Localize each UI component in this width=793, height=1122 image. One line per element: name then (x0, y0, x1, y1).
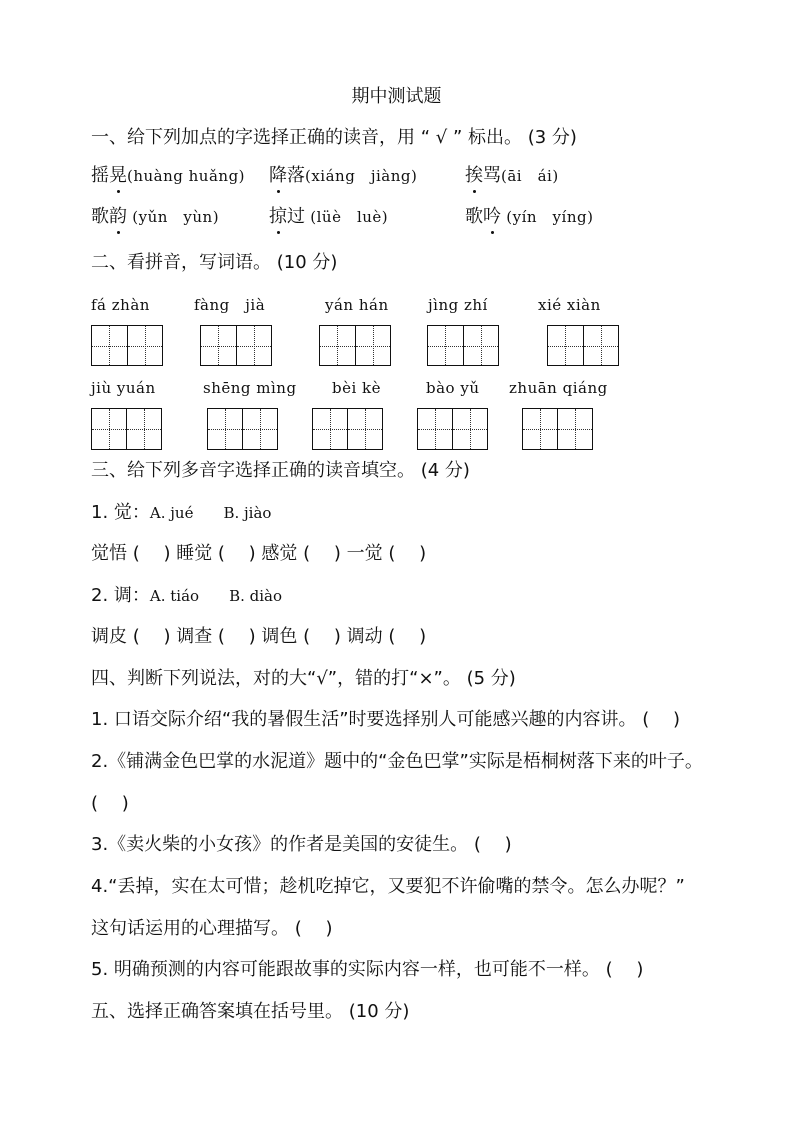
writing-grid[interactable] (200, 325, 272, 366)
pinyin-options: (huàng huǎng) (127, 167, 246, 185)
pinyin-options: (āi ái) (501, 167, 559, 185)
writing-grid[interactable] (91, 408, 162, 450)
grid-cell[interactable] (583, 326, 619, 365)
grid-cell[interactable] (236, 326, 272, 365)
dotted-char: 掠 (269, 206, 287, 227)
pinyin-choice-item (269, 164, 417, 188)
q1-pinyin-options: A. jué B. jiào (149, 504, 272, 522)
grid-cell[interactable] (201, 326, 236, 365)
q1-label: 1. 觉： (91, 502, 150, 523)
dotted-char: 吟 (483, 206, 501, 227)
judgement-item[interactable]: 3.《卖火柴的小女孩》的作者是美国的安徒生。 ( ) (91, 834, 512, 855)
grid-cell[interactable] (92, 409, 126, 449)
writing-grid[interactable] (207, 408, 278, 450)
char: 落 (287, 165, 305, 186)
pinyin-choice-item (91, 164, 245, 188)
grid-cell[interactable] (347, 409, 382, 449)
writing-grid[interactable] (319, 325, 391, 366)
section4-heading: 四、判断下列说法，对的大“√”，错的打“×”。 (5 分) (91, 668, 516, 689)
writing-grid[interactable] (547, 325, 619, 366)
writing-grid[interactable] (522, 408, 593, 450)
pinyin-label: xié xiàn (538, 296, 601, 314)
grid-cell[interactable] (557, 409, 592, 449)
pinyin-label: jìng zhí (428, 296, 488, 314)
writing-grid[interactable] (312, 408, 383, 450)
pinyin-options: (xiáng jiàng) (305, 167, 418, 185)
char: 过 (287, 206, 305, 227)
grid-cell[interactable] (548, 326, 583, 365)
dotted-char: 晃 (109, 165, 127, 186)
page-title: 期中测试题 (351, 86, 442, 107)
pinyin-options: (lüè luè) (305, 208, 389, 226)
pinyin-choice-item (91, 205, 219, 229)
q2-label: 2. 调： (91, 585, 150, 606)
pinyin-label: shēng mìng (203, 379, 297, 397)
pinyin-choice-item (465, 205, 593, 229)
section3-heading: 三、给下列多音字选择正确的读音填空。 (4 分) (91, 460, 470, 481)
grid-cell[interactable] (126, 409, 161, 449)
grid-cell[interactable] (313, 409, 347, 449)
pinyin-label: jiù yuán (91, 379, 156, 397)
judgement-item[interactable]: 1. 口语交际介绍“我的暑假生活”时要选择别人可能感兴趣的内容讲。 ( ) (91, 709, 681, 730)
judgement-item: 2.《铺满金色巴掌的水泥道》题中的“金色巴掌”实际是梧桐树落下来的叶子。 (91, 751, 703, 772)
pinyin-choice-item (269, 205, 388, 229)
pinyin-options: (yǔn yùn) (127, 208, 220, 226)
grid-cell[interactable] (208, 409, 242, 449)
pinyin-label: yán hán (325, 296, 389, 314)
grid-cell[interactable] (92, 326, 127, 365)
pinyin-options: (yín yíng) (501, 208, 594, 226)
grid-cell[interactable] (127, 326, 163, 365)
pinyin-label: bào yǔ (426, 379, 480, 397)
pinyin-label: bèi kè (332, 379, 382, 397)
judgement-answer-blank[interactable]: ( ) (91, 793, 129, 814)
pinyin-label: zhuān qiáng (509, 379, 608, 397)
grid-cell[interactable] (428, 326, 463, 365)
char: 歌 (91, 206, 109, 227)
grid-cell[interactable] (355, 326, 391, 365)
section1-heading: 一、给下列加点的字选择正确的读音，用 “ √ ” 标出。 (3 分) (91, 127, 577, 148)
writing-grid[interactable] (91, 325, 163, 366)
char: 歌 (465, 206, 483, 227)
q2-pinyin-options: A. tiáo B. diào (149, 587, 283, 605)
grid-cell[interactable] (320, 326, 355, 365)
dotted-char: 挨 (465, 165, 483, 186)
q2-options (91, 584, 282, 608)
q1-blanks[interactable]: 觉悟 ( ) 睡觉 ( ) 感觉 ( ) 一觉 ( ) (91, 543, 427, 564)
judgement-item-continued[interactable]: 这句话运用的心理描写。 ( ) (91, 918, 333, 939)
judgement-item: 4.“丢掉，实在太可惜；趁机吃掉它，又要犯不许偷嘴的禁令。怎么办呢？” (91, 876, 685, 897)
section2-heading: 二、看拼音，写词语。 (10 分) (91, 252, 338, 273)
writing-grid[interactable] (417, 408, 488, 450)
q1-options (91, 501, 271, 525)
dotted-char: 韵 (109, 206, 127, 227)
grid-cell[interactable] (418, 409, 452, 449)
grid-cell[interactable] (242, 409, 277, 449)
grid-cell[interactable] (463, 326, 499, 365)
judgement-item[interactable]: 5. 明确预测的内容可能跟故事的实际内容一样，也可能不一样。 ( ) (91, 959, 644, 980)
pinyin-label: fàng jià (194, 296, 266, 314)
pinyin-label: fá zhàn (91, 296, 150, 314)
grid-cell[interactable] (523, 409, 557, 449)
section5-heading: 五、选择正确答案填在括号里。 (10 分) (91, 1001, 410, 1022)
char: 摇 (91, 165, 109, 186)
pinyin-choice-item (465, 164, 559, 188)
q2-blanks[interactable]: 调皮 ( ) 调查 ( ) 调色 ( ) 调动 ( ) (91, 626, 427, 647)
char: 骂 (483, 165, 501, 186)
writing-grid[interactable] (427, 325, 499, 366)
dotted-char: 降 (269, 165, 287, 186)
grid-cell[interactable] (452, 409, 487, 449)
